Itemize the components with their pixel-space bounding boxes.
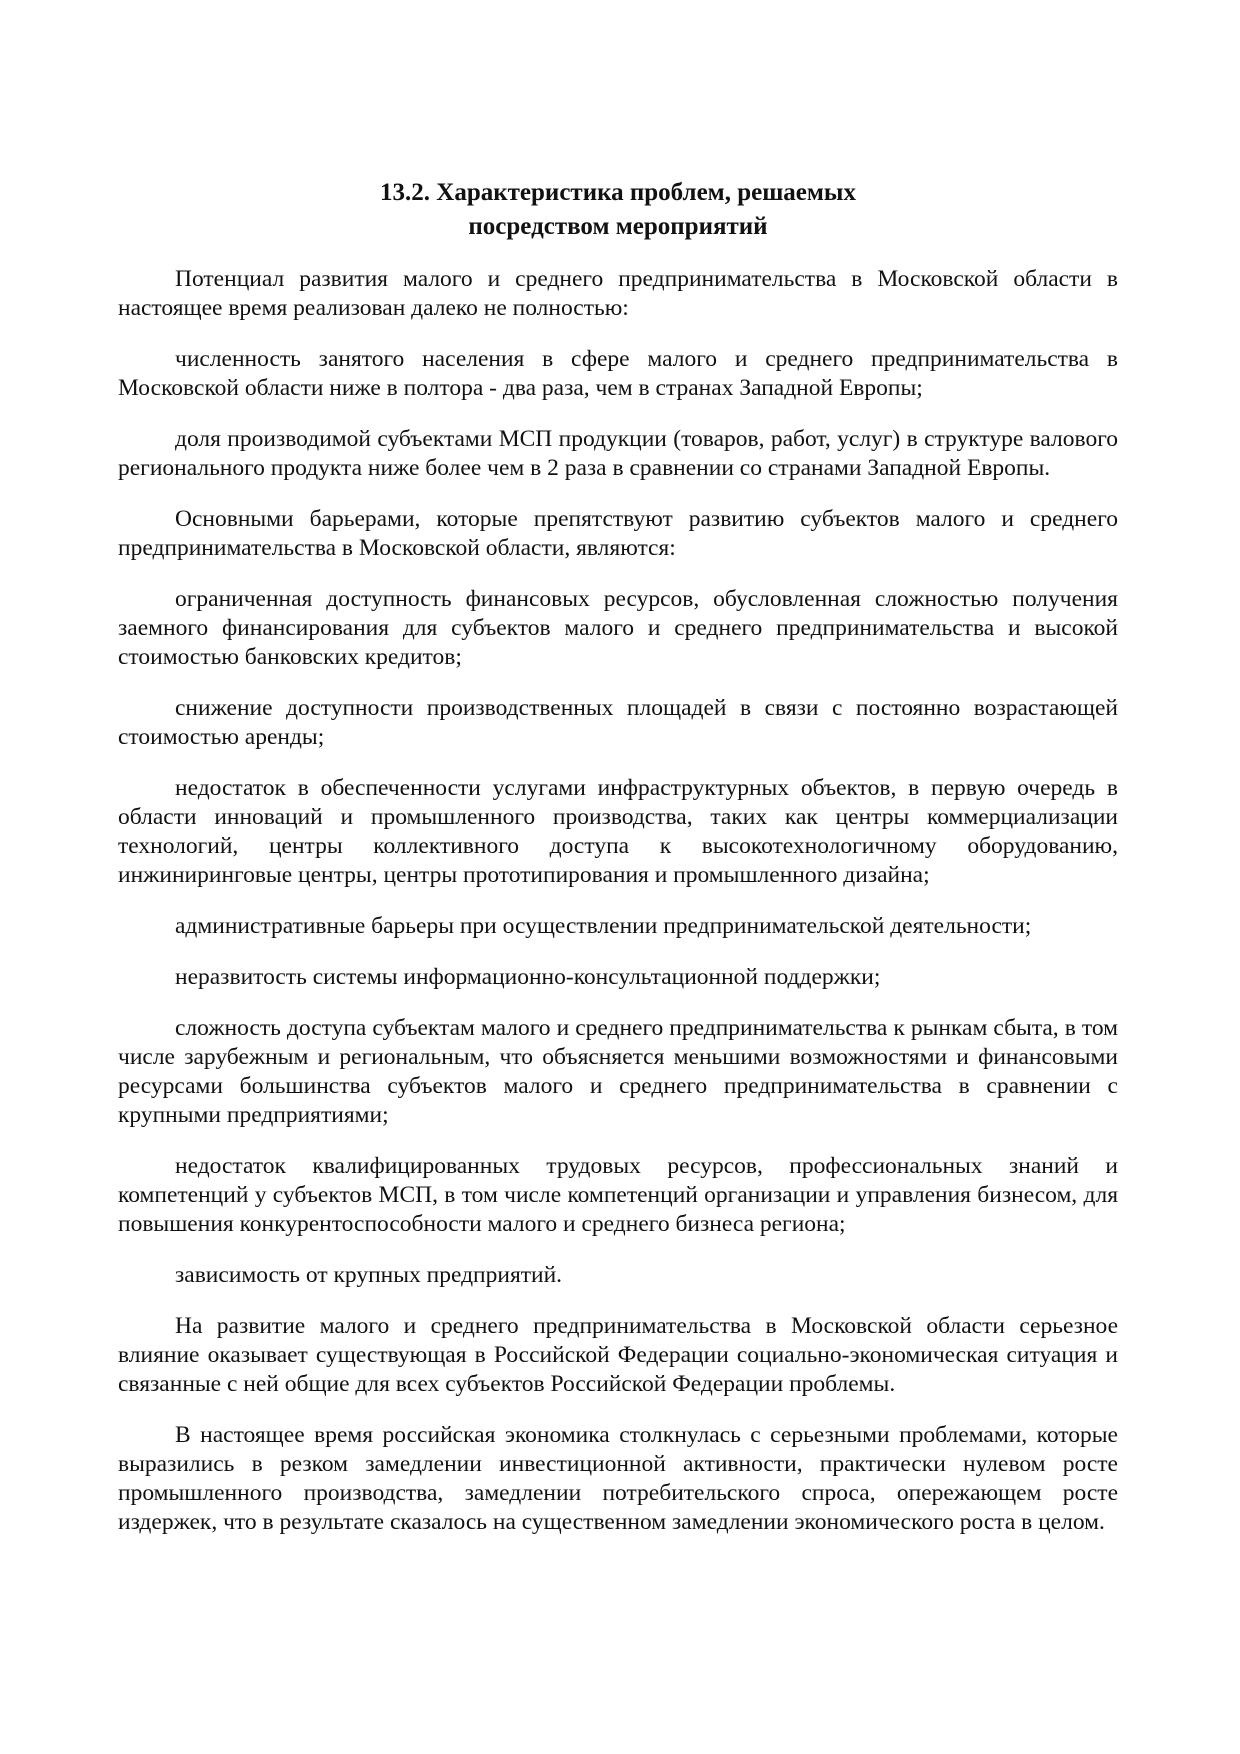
paragraph-employment: численность занятого населения в сфере малого и среднего предпринимательства в Московской области ниже в полтора - два раза, чем в странах Западной Европы; xyxy=(118,346,1118,401)
paragraph-grp-share: доля производимой субъектами МСП продукции (товаров, работ, услуг) в структуре валового регионального продукта ниже более чем в 2 раза в сравнении со странами Западной Европы. xyxy=(118,426,1118,481)
paragraph-consulting-support: неразвитость системы информационно-консультационной поддержки; xyxy=(175,964,881,990)
document-page xyxy=(118,176,1118,1559)
section-title xyxy=(118,176,1118,244)
paragraph-admin-barriers: административные барьеры при осуществлении предпринимательской деятельности; xyxy=(175,913,1032,939)
paragraph-market-access: сложность доступа субъектам малого и среднего предпринимательства к рынкам сбыта, в том числе зарубежным и региональным, что объясняется меньшими возможностями и финансовыми ресурсами большинства субъектов малого и среднего предпринимательства в сравнении с крупными предприятиями; xyxy=(118,1015,1118,1128)
section-title-line-1: 13.2. Характеристика проблем, решаемых xyxy=(380,179,856,206)
paragraph-production-space: снижение доступности производственных площадей в связи с постоянно возрастающей стоимостью аренды; xyxy=(118,695,1118,750)
section-title-line-2: посредством мероприятий xyxy=(468,213,768,240)
paragraph-labor-resources: недостаток квалифицированных трудовых ресурсов, профессиональных знаний и компетенций у субъектов МСП, в том числе компетенций организации и управления бизнесом, для повышения конкурентоспособности малого и среднего бизнеса региона; xyxy=(118,1153,1118,1237)
paragraph-barriers-intro: Основными барьерами, которые препятствуют развитию субъектов малого и среднего предпринимательства в Московской области, являются: xyxy=(118,506,1118,561)
paragraph-financial-access: ограниченная доступность финансовых ресурсов, обусловленная сложностью получения заемного финансирования для субъектов малого и среднего предпринимательства и высокой стоимостью банковских кредитов; xyxy=(118,586,1118,670)
paragraph-infrastructure: недостаток в обеспеченности услугами инфраструктурных объектов, в первую очередь в области инноваций и промышленного производства, таких как центры коммерциализации технологий, центры коллективного доступа к высокотехнологичному оборудованию, инжиниринговые центры, центры прототипирования и промышленного дизайна; xyxy=(118,775,1118,888)
paragraph-dependence: зависимость от крупных предприятий. xyxy=(175,1262,563,1288)
paragraph-socioeconomic: На развитие малого и среднего предпринимательства в Московской области серьезное влияние оказывает существующая в Российской Федерации социально-экономическая ситуация и связанные с ней общие для всех субъектов Российской Федерации проблемы. xyxy=(118,1313,1118,1397)
paragraph-intro: Потенциал развития малого и среднего предпринимательства в Московской области в настоящее время реализован далеко не полностью: xyxy=(118,266,1118,321)
paragraph-economy: В настоящее время российская экономика столкнулась с серьезными проблемами, которые выразились в резком замедлении инвестиционной активности, практически нулевом росте промышленного производства, замедлении потребительского спроса, опережающем росте издержек, что в результате сказалось на существенном замедлении экономического роста в целом. xyxy=(118,1422,1118,1535)
